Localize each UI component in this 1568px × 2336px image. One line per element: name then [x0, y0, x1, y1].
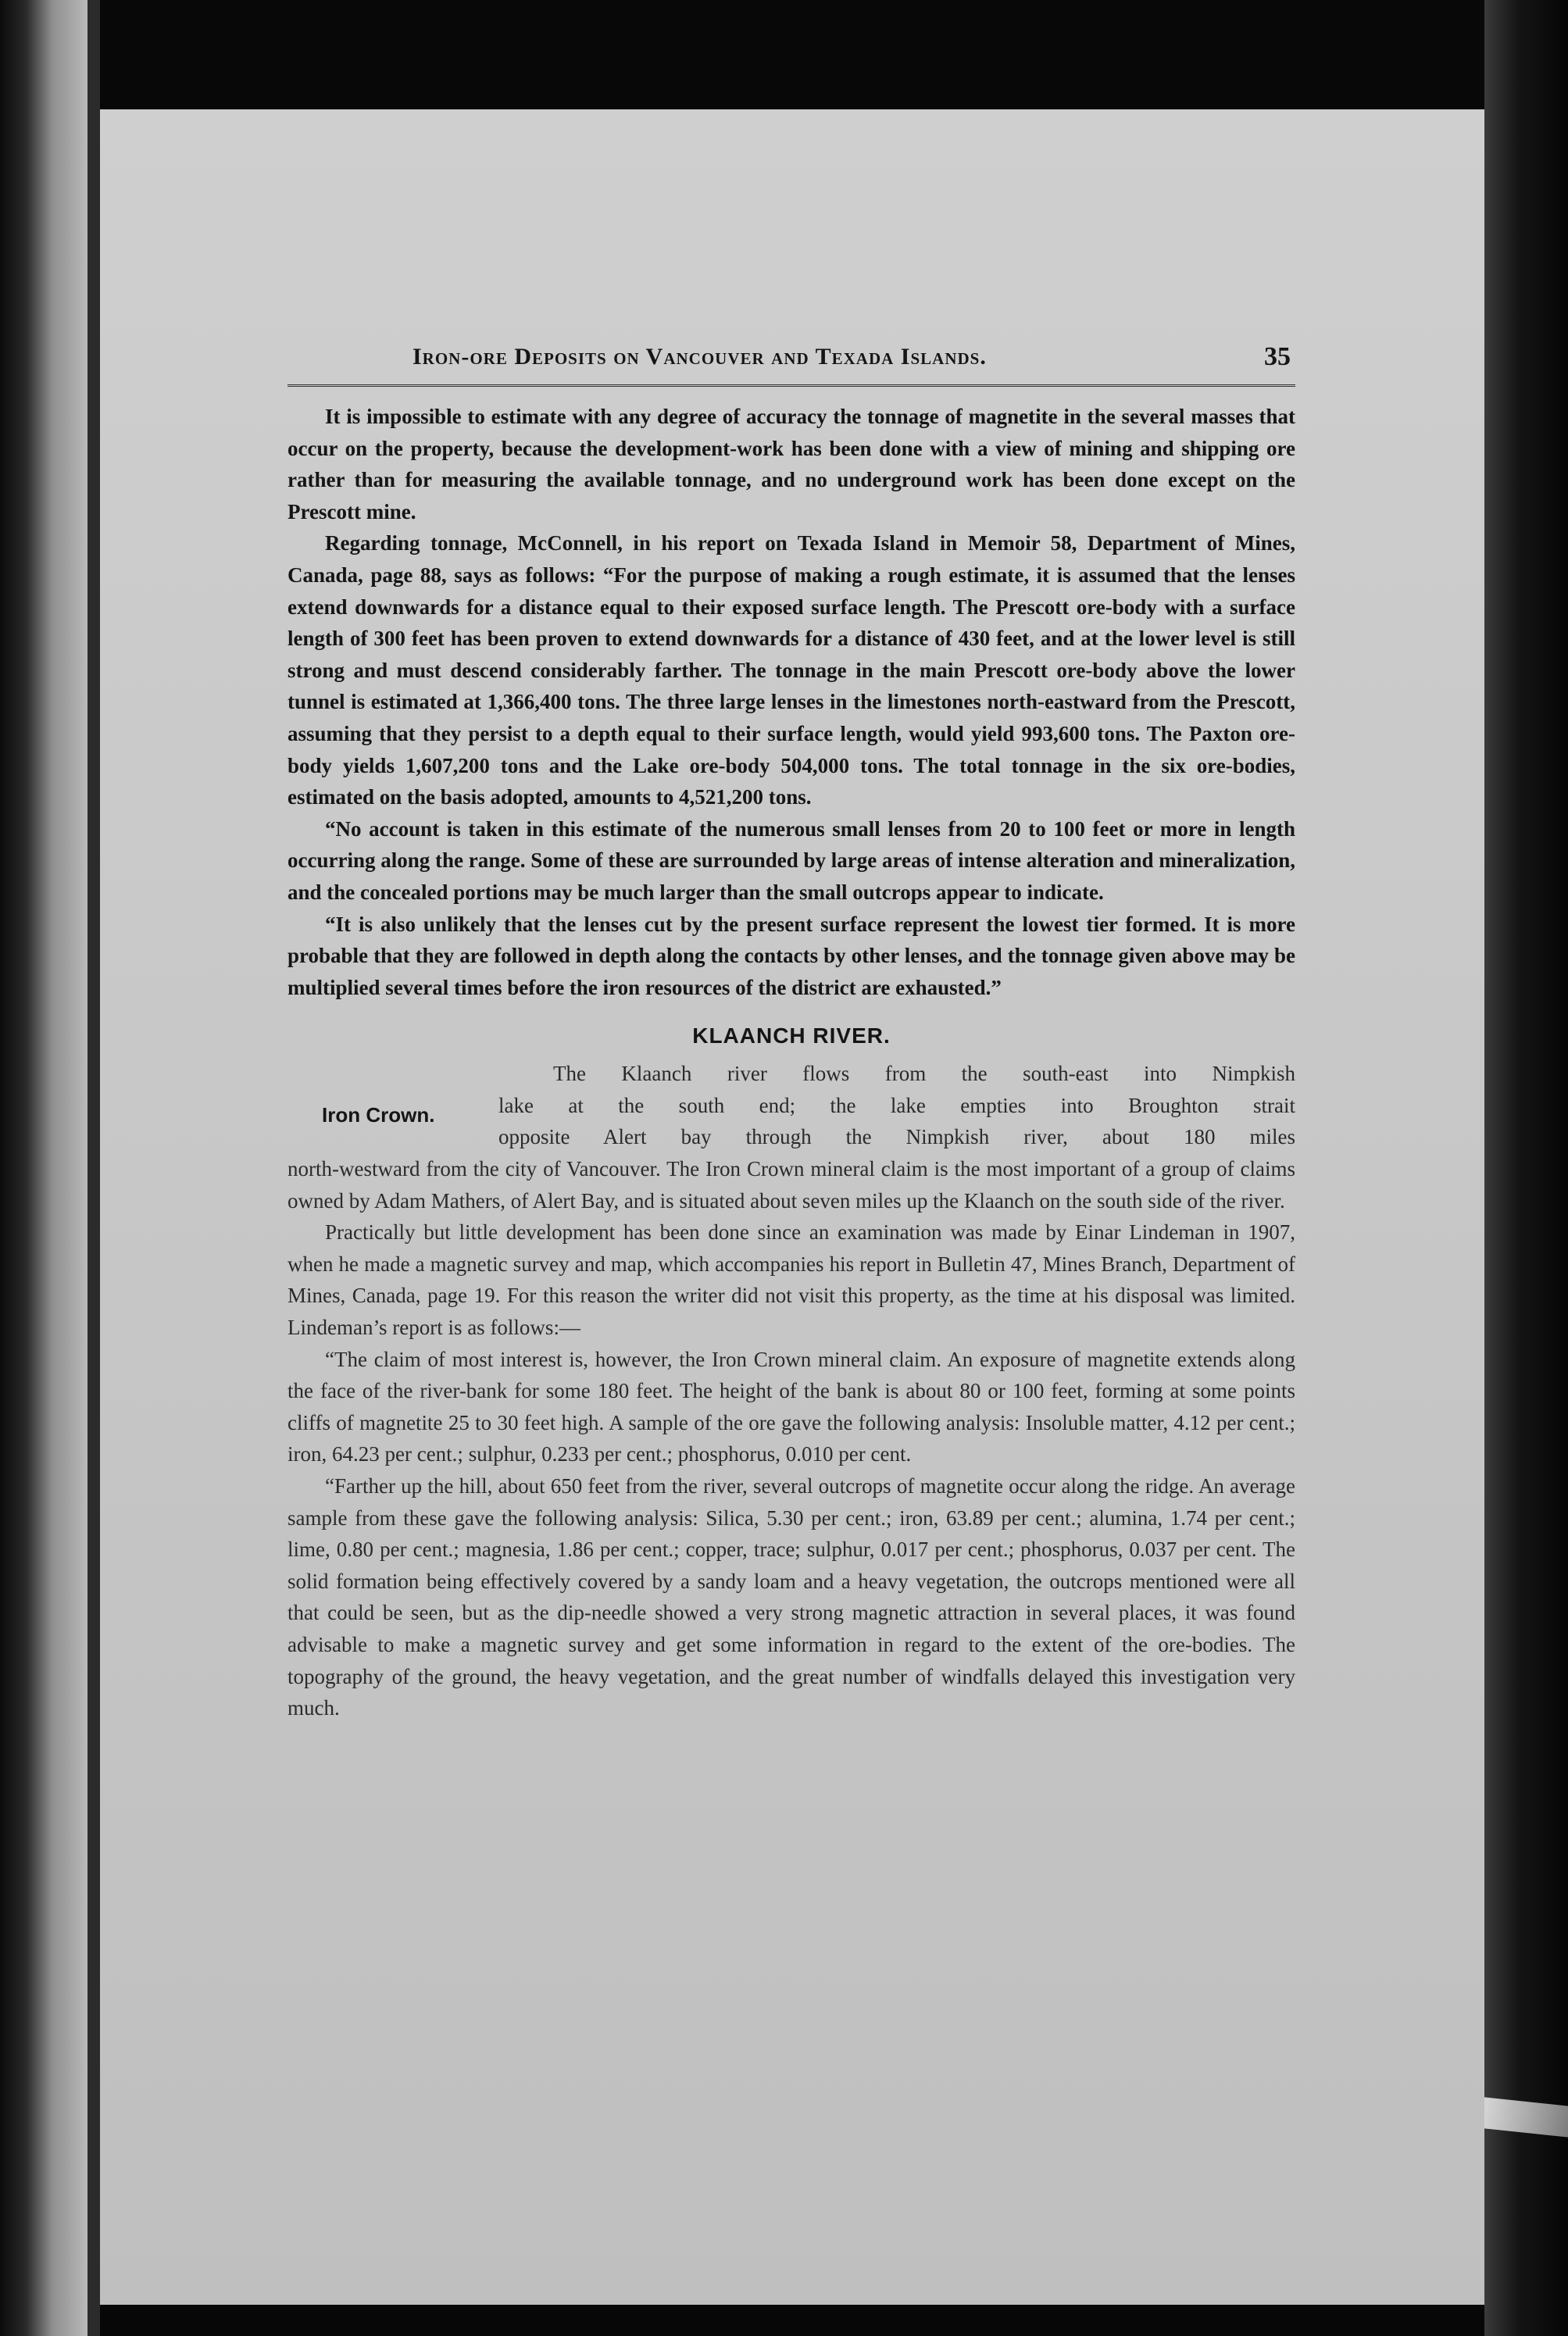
paragraph: “Farther up the hill, about 650 feet from the river, several outcrops of magnetite occur along the ridge. An average sample from these gave the following analysis: Silica, 5.30 per cent.; iron, 63.89 per cent.; alumina, 1.74 per cent.; lime, 0.80 per cent.; magnesia, 1.86 per cent.; copper, trace; sulphur, 0.017 per cent.; phosphorus, 0.037 per cent. The solid formation being effectively covered by a sandy loam and a heavy vegetation, the outcrops mentioned were all that could be seen, but as the dip-needle showed a very strong magnetic attraction in several places, it was found advisable to make a magnetic survey and get some information in regard to the extent of the ore-bodies. The topography of the ground, the heavy vegetation, and the great number of windfalls delayed this investigation very much. — [288, 1474, 1295, 1720]
paragraph: “The claim of most interest is, however, the Iron Crown mineral claim. An exposure of magnetite extends along the face of the river-bank for some 180 feet. The height of the bank is about 80 or 100 feet, forming at some points cliffs of magnetite 25 to 30 feet high. A sample of the ore gave the following analysis: Insoluble matter, 4.12 per cent.; iron, 64.23 per cent.; sulphur, 0.233 per cent.; phosphorus, 0.010 per cent. — [288, 1347, 1295, 1466]
intro-line: opposite Alert bay through the Nimpkish river, about 180 miles — [498, 1125, 1295, 1149]
iron-crown-block — [288, 1058, 1295, 1216]
paragraph: Practically but little development has been done since an examination was made by Einar Lindeman in 1907, when he made a magnetic survey and map, which accompanies his report in Bulletin 47, Mines Branch, Department of Mines, Canada, page 19. For this reason the writer did not visit this property, as the time at his disposal was limited. Lindeman’s report is as follows:— — [288, 1220, 1295, 1340]
paragraph: “It is also unlikely that the lenses cut by the present surface represent the lowest tier formed. It is more probable that they are followed in depth along the contacts by other lenses, and the tonnage given above may be multiplied several times before the iron resources of the district are exhausted.” — [288, 912, 1295, 999]
intro-line: The Klaanch river flows from the south-east into Nimpkish — [553, 1062, 1295, 1086]
page-left-edge — [88, 0, 100, 2336]
scanner-right-margin — [1484, 0, 1568, 2336]
scanner-left-margin — [0, 0, 88, 2336]
paragraph: Regarding tonnage, McConnell, in his report on Texada Island in Memoir 58, Department of Mines, Canada, page 88, says as follows: “For the purpose of making a rough estimate, it is assumed that the lenses extend downwards for a distance equal to their exposed surface length. The Prescott ore-body with a surface length of 300 feet has been proven to extend downwards for a distance of 430 feet, and at the lower level is still strong and must descend considerably farther. The tonnage in the main Prescott ore-body above the lower tunnel is estimated at 1,366,400 tons. The three large lenses in the limestones north-eastward from the Prescott, assuming that they persist to a depth equal to their surface length, would yield 993,600 tons. The Paxton ore-body yields 1,607,200 tons and the Lake ore-body 504,000 tons. The total tonnage in the six ore-bodies, estimated on the basis adopted, amounts to 4,521,200 tons. — [288, 531, 1295, 809]
paragraph: It is impossible to estimate with any degree of accuracy the tonnage of magnetite in the several masses that occur on the property, because the development-work has been done with a view of mining and shipping ore rather than for measuring the available tonnage, and no underground work has been done except on the Prescott mine. — [288, 405, 1295, 523]
paragraph: “No account is taken in this estimate of the numerous small lenses from 20 to 100 feet or more in length occurring along the range. Some of these are surrounded by large areas of intense alteration and mineralization, and the concealed portions may be much larger than the small outcrops appear to indicate. — [288, 816, 1295, 904]
intro-line: lake at the south end; the lake empties into Broughton strait — [498, 1093, 1295, 1117]
side-label: Iron Crown. — [322, 1103, 435, 1127]
paragraph: north-westward from the city of Vancouver. The Iron Crown mineral claim is the most important of a group of claims owned by Adam Mathers, of Alert Bay, and is situated about seven miles up the Klaanch on the south side of the river. — [288, 1157, 1295, 1213]
header-title: Iron-ore Deposits on Vancouver and Texada Islands. — [413, 344, 987, 370]
page-content — [288, 336, 1295, 1724]
scanner-top-margin — [100, 0, 1484, 109]
page-number: 35 — [1264, 342, 1291, 371]
running-header — [288, 336, 1295, 387]
section-heading: KLAANCH RIVER. — [692, 1023, 891, 1048]
intro-lines — [288, 1058, 1295, 1153]
